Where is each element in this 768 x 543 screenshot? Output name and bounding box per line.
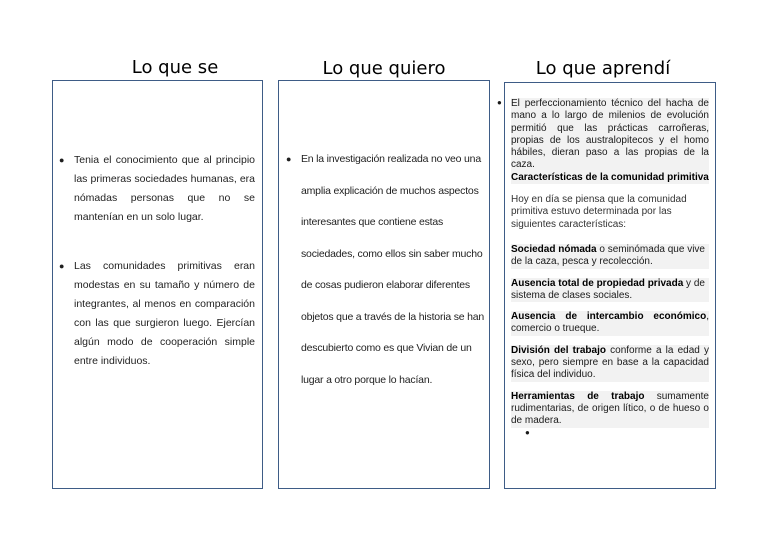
heading-lo-que-aprendi: Lo que aprendí — [535, 58, 671, 79]
feature-desc: o seminómada que vive de la caza, pesca y recolección. — [511, 243, 705, 268]
feature-term: Ausencia total de propiedad privada — [511, 277, 684, 289]
list-item — [286, 144, 485, 396]
bullet-icon: ● — [497, 98, 502, 107]
feature-term: Sociedad nómada — [511, 243, 597, 255]
bullet-icon: ● — [286, 154, 292, 164]
lead-paragraph: Hoy en día se piensa que la comunidad primitiva estuvo determinada por las siguientes características: — [511, 194, 687, 230]
feature-desc: conforme a la edad y sexo, pero siempre en base a la capacidad física del individuo. — [511, 344, 709, 381]
feature-term: Ausencia de intercambio económico — [511, 311, 707, 323]
bullet-icon: ● — [59, 261, 65, 271]
feature-term: División del trabajo — [511, 344, 606, 356]
empty-bullet-icon: ● — [525, 427, 530, 437]
feature-item — [511, 311, 709, 336]
feature-desc: , comercio o trueque. — [511, 311, 709, 335]
list-item-text: En la investigación realizada no veo una amplia explicación de muchos aspectos interesantes que contiene estas sociedades, como ellos sin saber mucho de cosas pudieron elaborar diferentes objetos que a través de la historia se han descubierto como es que Vivian de un lugar a otro porque lo hacían. — [301, 153, 485, 386]
feature-item — [511, 345, 709, 382]
column-lo-que-aprendi — [497, 82, 716, 489]
feature-desc: y de sistema de clases sociales. — [511, 277, 705, 301]
feature-item — [511, 391, 709, 428]
list-item-text: Tenia el conocimiento que al principio las primeras sociedades humanas, era nómadas personas que no se mantenían en un solo lugar. — [74, 154, 255, 223]
intro-paragraph: El perfeccionamiento técnico del hacha de mano a lo largo de milenios de evolución permitió que las prácticas carroñeras, propias de los australopitecos y el homo hábiles, dieran paso a las propias de la caza. — [511, 98, 709, 171]
feature-item — [511, 278, 709, 303]
list-item — [59, 257, 255, 371]
feature-item — [511, 244, 709, 269]
heading-lo-que-se: Lo que se — [131, 57, 219, 78]
list-item-text: Las comunidades primitivas eran modestas en su tamaño y número de integrantes, al menos en comparación con las que surgieron luego. Ejercían algún modo de cooperación simple entre individuos. — [74, 260, 255, 367]
section-subtitle: Características de la comunidad primitiva — [511, 171, 709, 183]
heading-lo-que-quiero-saber: Lo que quiero — [322, 58, 446, 79]
feature-term: Herramientas de trabajo — [511, 390, 645, 402]
column-lo-que-se — [52, 80, 263, 489]
feature-desc: sumamente rudimentarias, de origen lítico, o de hueso o de madera. — [511, 390, 709, 427]
column-lo-que-quiero-saber — [278, 80, 490, 489]
bullet-icon: ● — [59, 155, 65, 165]
list-item — [59, 151, 255, 227]
